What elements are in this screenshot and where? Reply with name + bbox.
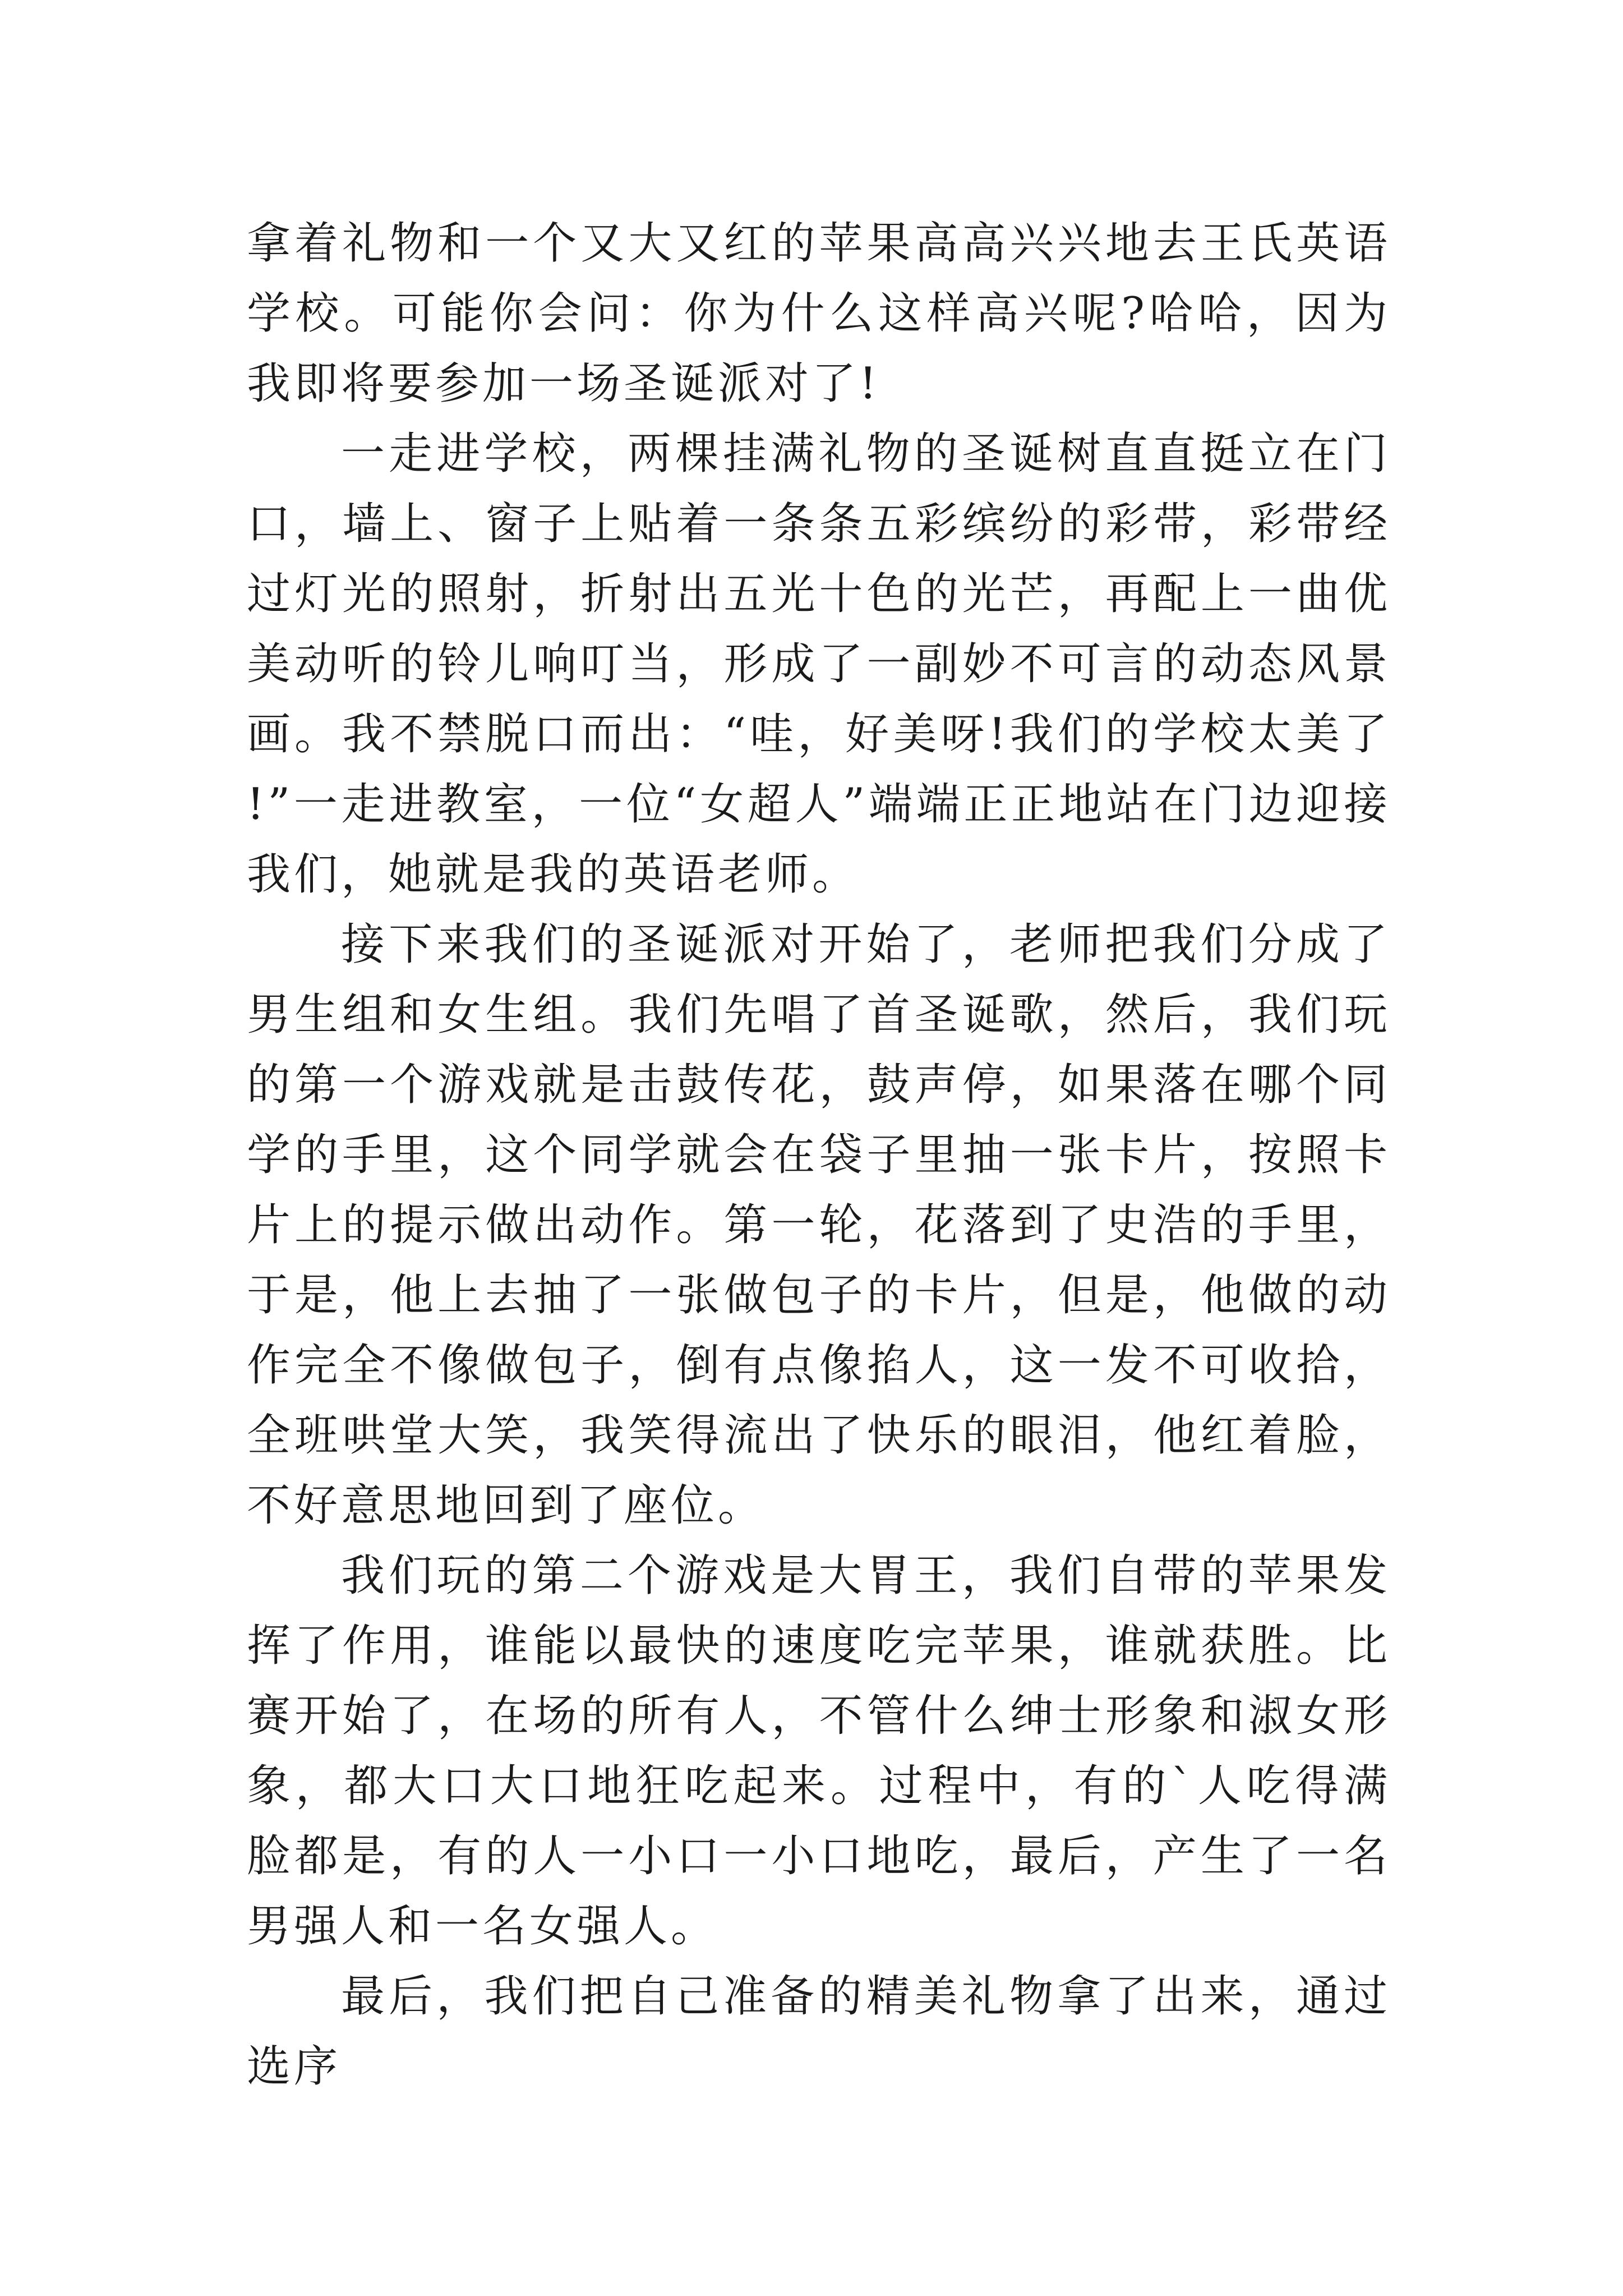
paragraph-5: 最后，我们把自己准备的精美礼物拿了出来，通过选序 — [247, 1971, 1391, 2092]
paragraph-3: 接下来我们的圣诞派对开始了，老师把我们分成了男生组和女生组。我们先唱了首圣诞歌，然后，我们玩的第一个游戏就是击鼓传花，鼓声停，如果落在哪个同学的手里，这个同学就会在袋子里抽一张卡片，按照卡片上的提示做出动作。第一轮，花落到了史浩的手里，于是，他上去抽了一张做包子的卡片，但是，他做的动作完全不像做包子，倒有点像掐人，这一发不可收拾，全班哄堂大笑，我笑得流出了快乐的眼泪，他红着脸，不好意思地回到了座位。 — [247, 919, 1391, 1531]
paragraph-2: 一走进学校，两棵挂满礼物的圣诞树直直挺立在门口，墙上、窗子上贴着一条条五彩缤纷的彩带，彩带经过灯光的照射，折射出五光十色的光芒，再配上一曲优美动听的铃儿响叮当，形成了一副妙不可言的动态风景画。我不禁脱口而出：“哇，好美呀!我们的学校太美了!”一走进教室，一位“女超人”端端正正地站在门边迎接我们，她就是我的英语老师。 — [247, 429, 1391, 900]
document-body — [247, 209, 1391, 2102]
paragraph-1: 拿着礼物和一个又大又红的苹果高高兴兴地去王氏英语学校。可能你会问：你为什么这样高兴呢?哈哈，因为我即将要参加一场圣诞派对了! — [247, 218, 1391, 409]
paragraph-4: 我们玩的第二个游戏是大胃王，我们自带的苹果发挥了作用，谁能以最快的速度吃完苹果，谁就获胜。比赛开始了，在场的所有人，不管什么绅士形象和淑女形象，都大口大口地狂吃起来。过程中，有的`人吃得满脸都是，有的人一小口一小口地吃，最后，产生了一名男强人和一名女强人。 — [247, 1550, 1391, 1952]
